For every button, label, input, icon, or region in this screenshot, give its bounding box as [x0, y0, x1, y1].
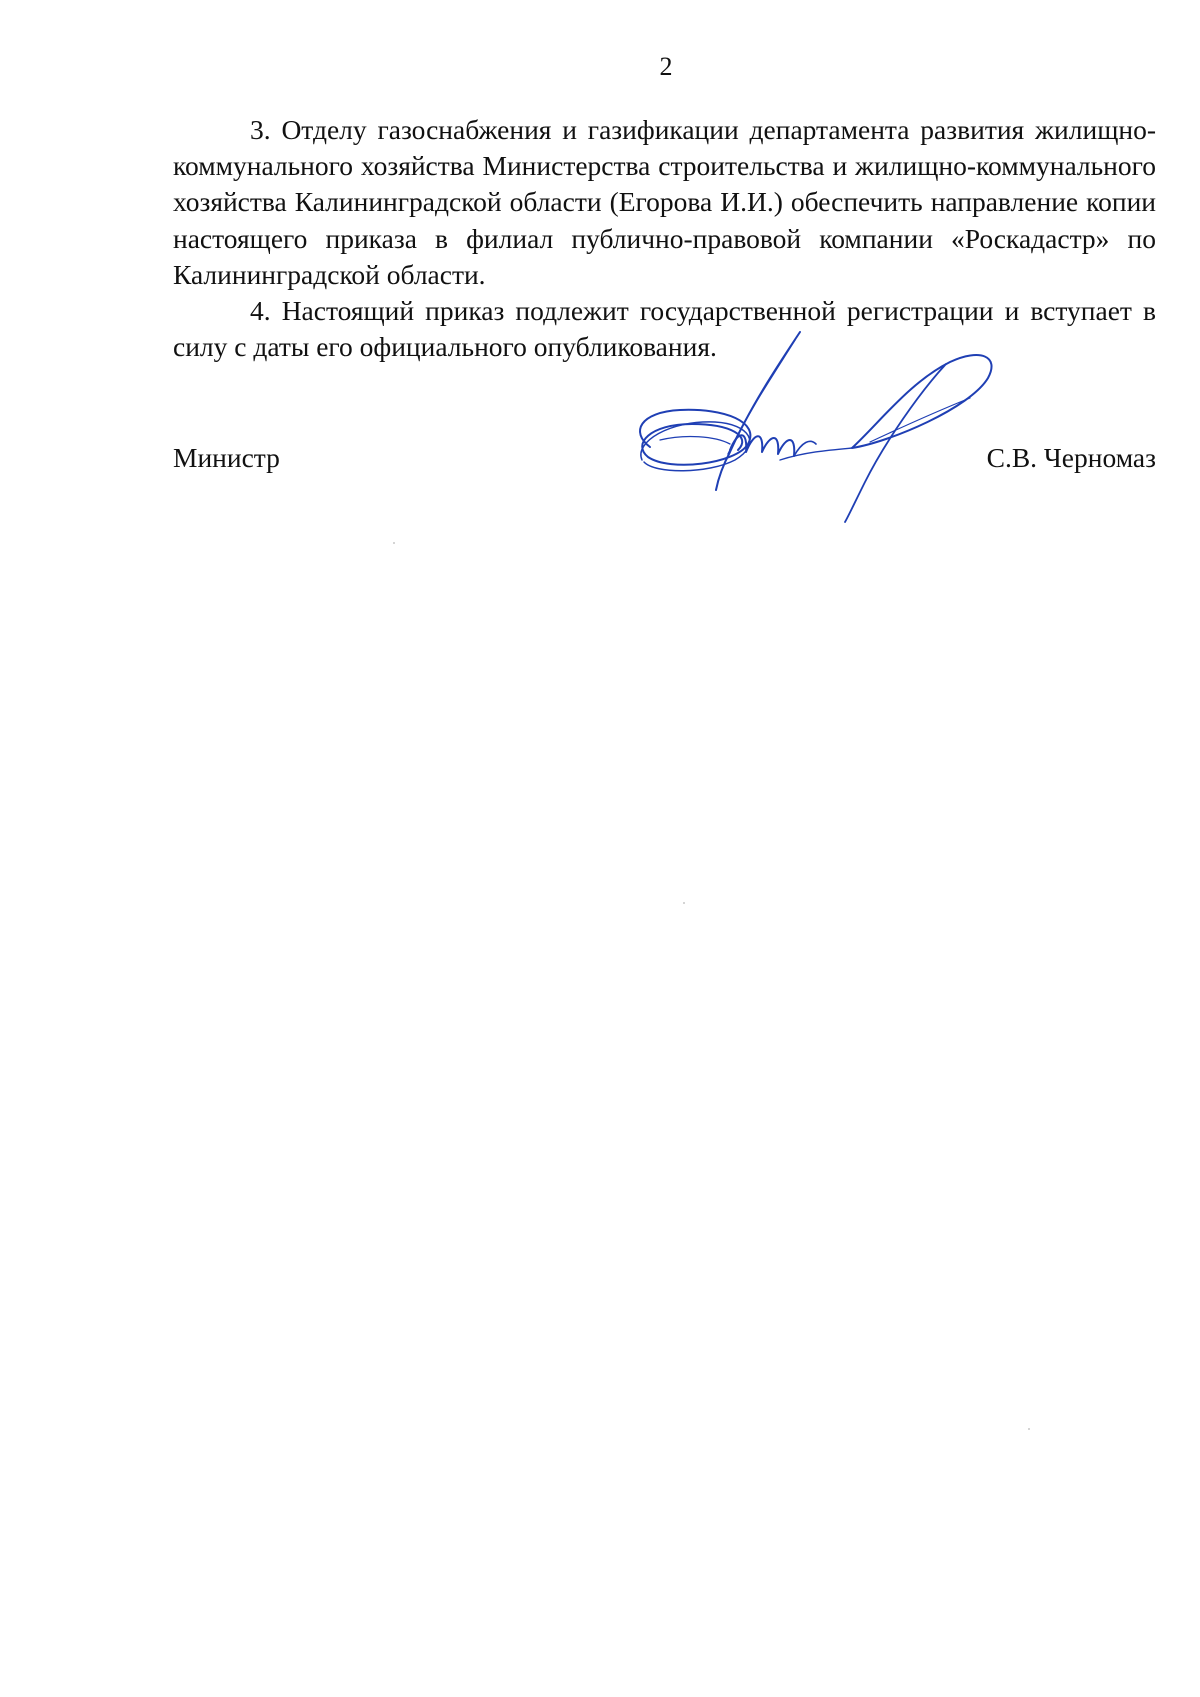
page-number: 2: [659, 52, 673, 81]
signatory-name: С.В. Черномаз: [986, 442, 1156, 473]
scan-speck: [1028, 1428, 1030, 1430]
scan-speck: [683, 902, 685, 904]
handwritten-signature: [630, 332, 1020, 522]
document-body: [173, 112, 1156, 365]
paragraph-3: 3. Отделу газоснабжения и газификации департамента развития жилищно-коммунального хозяйства Министерства строительства и жилищно-коммунального хозяйства Калининградской области (Егорова И.И.) обеспечить направление копии настоящего приказа в филиал публично-правовой компании «Роскадастр» по Калининградской области.: [173, 114, 1156, 290]
paragraph-4: 4. Настоящий приказ подлежит государственной регистрации и вступает в силу с даты его официального опубликования.: [173, 295, 1156, 363]
signatory-title: Министр: [173, 442, 280, 473]
scan-speck: [393, 542, 395, 544]
